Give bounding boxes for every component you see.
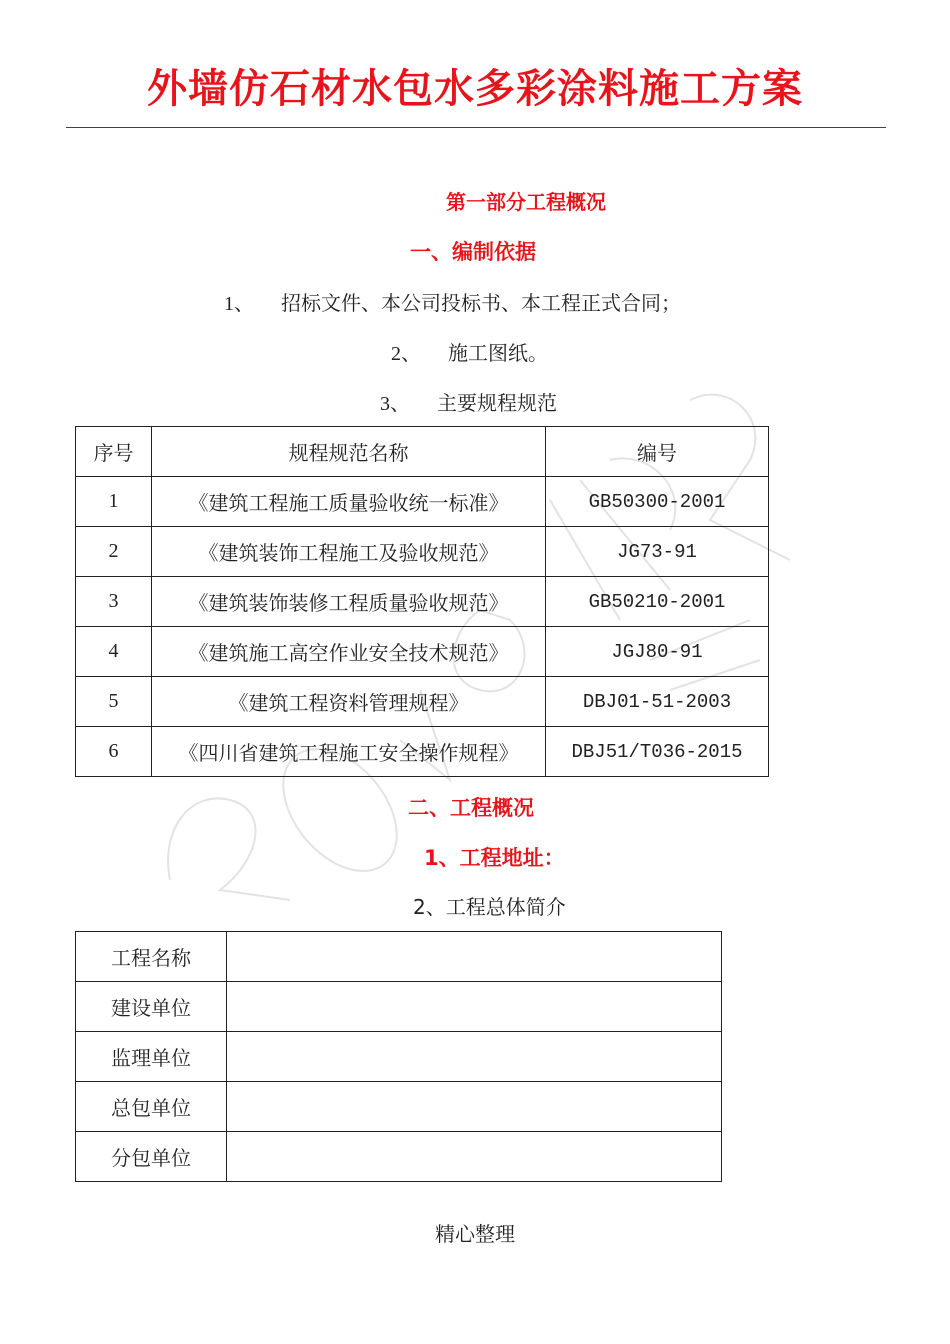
- row-code: GB50300-2001: [546, 477, 769, 527]
- column-header-code: 编号: [546, 427, 769, 477]
- field-value: [227, 982, 722, 1032]
- section1-heading: 一、编制依据: [410, 240, 536, 264]
- table-row: [76, 1082, 722, 1132]
- column-header-index: 序号: [76, 427, 152, 477]
- field-label: 总包单位: [76, 1082, 227, 1132]
- row-index: 4: [76, 627, 152, 677]
- row-name: 《建筑工程资料管理规程》: [152, 677, 546, 727]
- row-name: 《建筑装饰装修工程质量验收规范》: [152, 577, 546, 627]
- row-name: 《四川省建筑工程施工安全操作规程》: [152, 727, 546, 777]
- field-value: [227, 1082, 722, 1132]
- basis-item-1-number: 1、: [224, 293, 254, 315]
- field-label: 建设单位: [76, 982, 227, 1032]
- row-index: 3: [76, 577, 152, 627]
- address-label: 1、工程地址：: [424, 846, 565, 870]
- table-row: [76, 982, 722, 1032]
- row-index: 2: [76, 527, 152, 577]
- row-index: 6: [76, 727, 152, 777]
- part-heading: 第一部分工程概况: [446, 190, 606, 214]
- table-row: [76, 932, 722, 982]
- basis-item-1-text: 招标文件、本公司投标书、本工程正式合同；: [281, 291, 681, 315]
- row-name: 《建筑施工高空作业安全技术规范》: [152, 627, 546, 677]
- row-code: JG73-91: [546, 527, 769, 577]
- table-row: [76, 727, 769, 777]
- row-code: DBJ01-51-2003: [546, 677, 769, 727]
- row-name: 《建筑工程施工质量验收统一标准》: [152, 477, 546, 527]
- column-header-name: 规程规范名称: [152, 427, 546, 477]
- title-divider: [66, 127, 886, 128]
- section2-heading: 二、工程概况: [408, 796, 534, 820]
- table-row: [76, 527, 769, 577]
- project-info-table: [75, 931, 722, 1182]
- standards-table: [75, 426, 769, 777]
- row-code: JGJ80-91: [546, 627, 769, 677]
- field-label: 分包单位: [76, 1132, 227, 1182]
- summary-label: 2、工程总体简介: [413, 895, 566, 919]
- row-index: 5: [76, 677, 152, 727]
- row-name: 《建筑装饰工程施工及验收规范》: [152, 527, 546, 577]
- document-title: 外墙仿石材水包水多彩涂料施工方案: [147, 66, 803, 112]
- field-label: 监理单位: [76, 1032, 227, 1082]
- field-label: 工程名称: [76, 932, 227, 982]
- field-value: [227, 1032, 722, 1082]
- basis-item-2-text: 施工图纸。: [448, 341, 548, 365]
- table-row: [76, 577, 769, 627]
- row-code: GB50210-2001: [546, 577, 769, 627]
- table-row: [76, 627, 769, 677]
- basis-item-2-number: 2、: [391, 343, 421, 365]
- basis-item-3-number: 3、: [380, 393, 410, 415]
- table-row: [76, 1032, 722, 1082]
- field-value: [227, 1132, 722, 1182]
- field-value: [227, 932, 722, 982]
- row-index: 1: [76, 477, 152, 527]
- table-row: [76, 677, 769, 727]
- table-header-row: [76, 427, 769, 477]
- table-row: [76, 1132, 722, 1182]
- row-code: DBJ51/T036-2015: [546, 727, 769, 777]
- page-footer: 精心整理: [435, 1222, 515, 1246]
- basis-item-3-text: 主要规程规范: [437, 391, 557, 415]
- table-row: [76, 477, 769, 527]
